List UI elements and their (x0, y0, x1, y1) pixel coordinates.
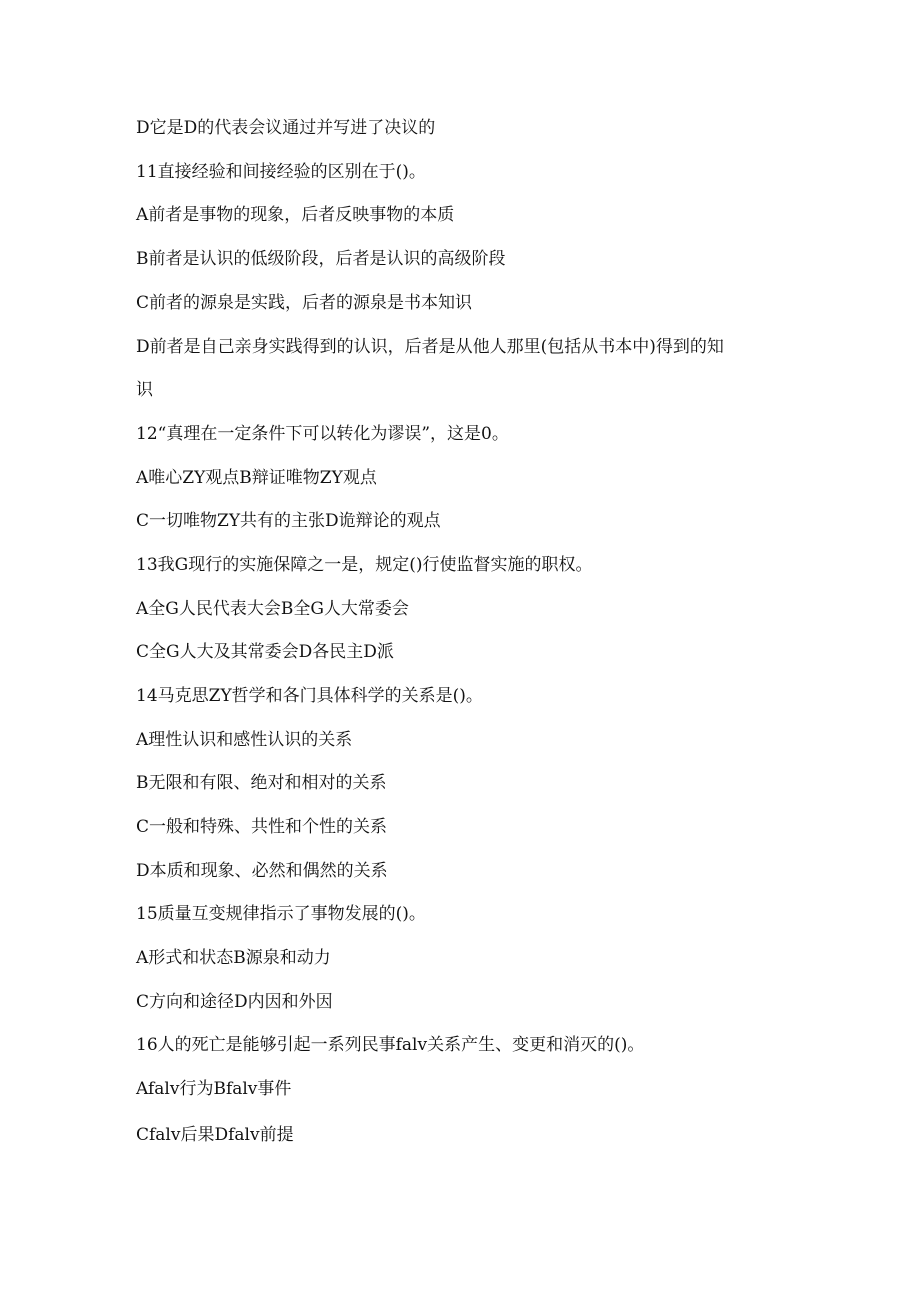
text-line: D它是D的代表会议通过并写进了决议的 (136, 118, 436, 138)
option-b: B无限和有限、绝对和相对的关系 (136, 773, 387, 793)
question-16: 16人的死亡是能够引起一系列民事falv关系产生、变更和消灭的()。 (136, 1035, 645, 1055)
options-ab: Afalv行为Bfalv事件 (136, 1079, 292, 1099)
options-cd: C一切唯物ZY共有的主张D诡辩论的观点 (136, 511, 441, 531)
option-b: B前者是认识的低级阶段，后者是认识的高级阶段 (136, 249, 506, 269)
option-d: D前者是自己亲身实践得到的认识，后者是从他人那里(包括从书本中)得到的知 (136, 337, 724, 357)
options-cd: C方向和途径D内因和外因 (136, 992, 333, 1012)
options-cd: Cfalv后果Dfalv前提 (136, 1125, 294, 1145)
option-c: C前者的源泉是实践，后者的源泉是书本知识 (136, 293, 473, 313)
option-a: A前者是事物的现象，后者反映事物的本质 (136, 205, 455, 225)
options-cd: C全G人大及其常委会D各民主D派 (136, 642, 394, 662)
question-13: 13我G现行的实施保障之一是，规定()行使监督实施的职权。 (136, 555, 593, 575)
option-d: D本质和现象、必然和偶然的关系 (136, 861, 388, 881)
question-11: 11直接经验和间接经验的区别在于()。 (136, 162, 426, 182)
options-ab: A唯心ZY观点B辩证唯物ZY观点 (136, 468, 377, 488)
option-c: C一般和特殊、共性和个性的关系 (136, 817, 388, 837)
text-line-continuation: 识 (136, 380, 153, 400)
question-12: 12“真理在一定条件下可以转化为谬误”，这是0。 (136, 424, 509, 444)
options-ab: A全G人民代表大会B全G人大常委会 (136, 599, 409, 619)
options-ab: A形式和状态B源泉和动力 (136, 948, 331, 968)
question-14: 14马克思ZY哲学和各门具体科学的关系是()。 (136, 686, 483, 706)
option-a: A理性认识和感性认识的关系 (136, 730, 353, 750)
question-15: 15质量互变规律指示了事物发展的()。 (136, 904, 426, 924)
